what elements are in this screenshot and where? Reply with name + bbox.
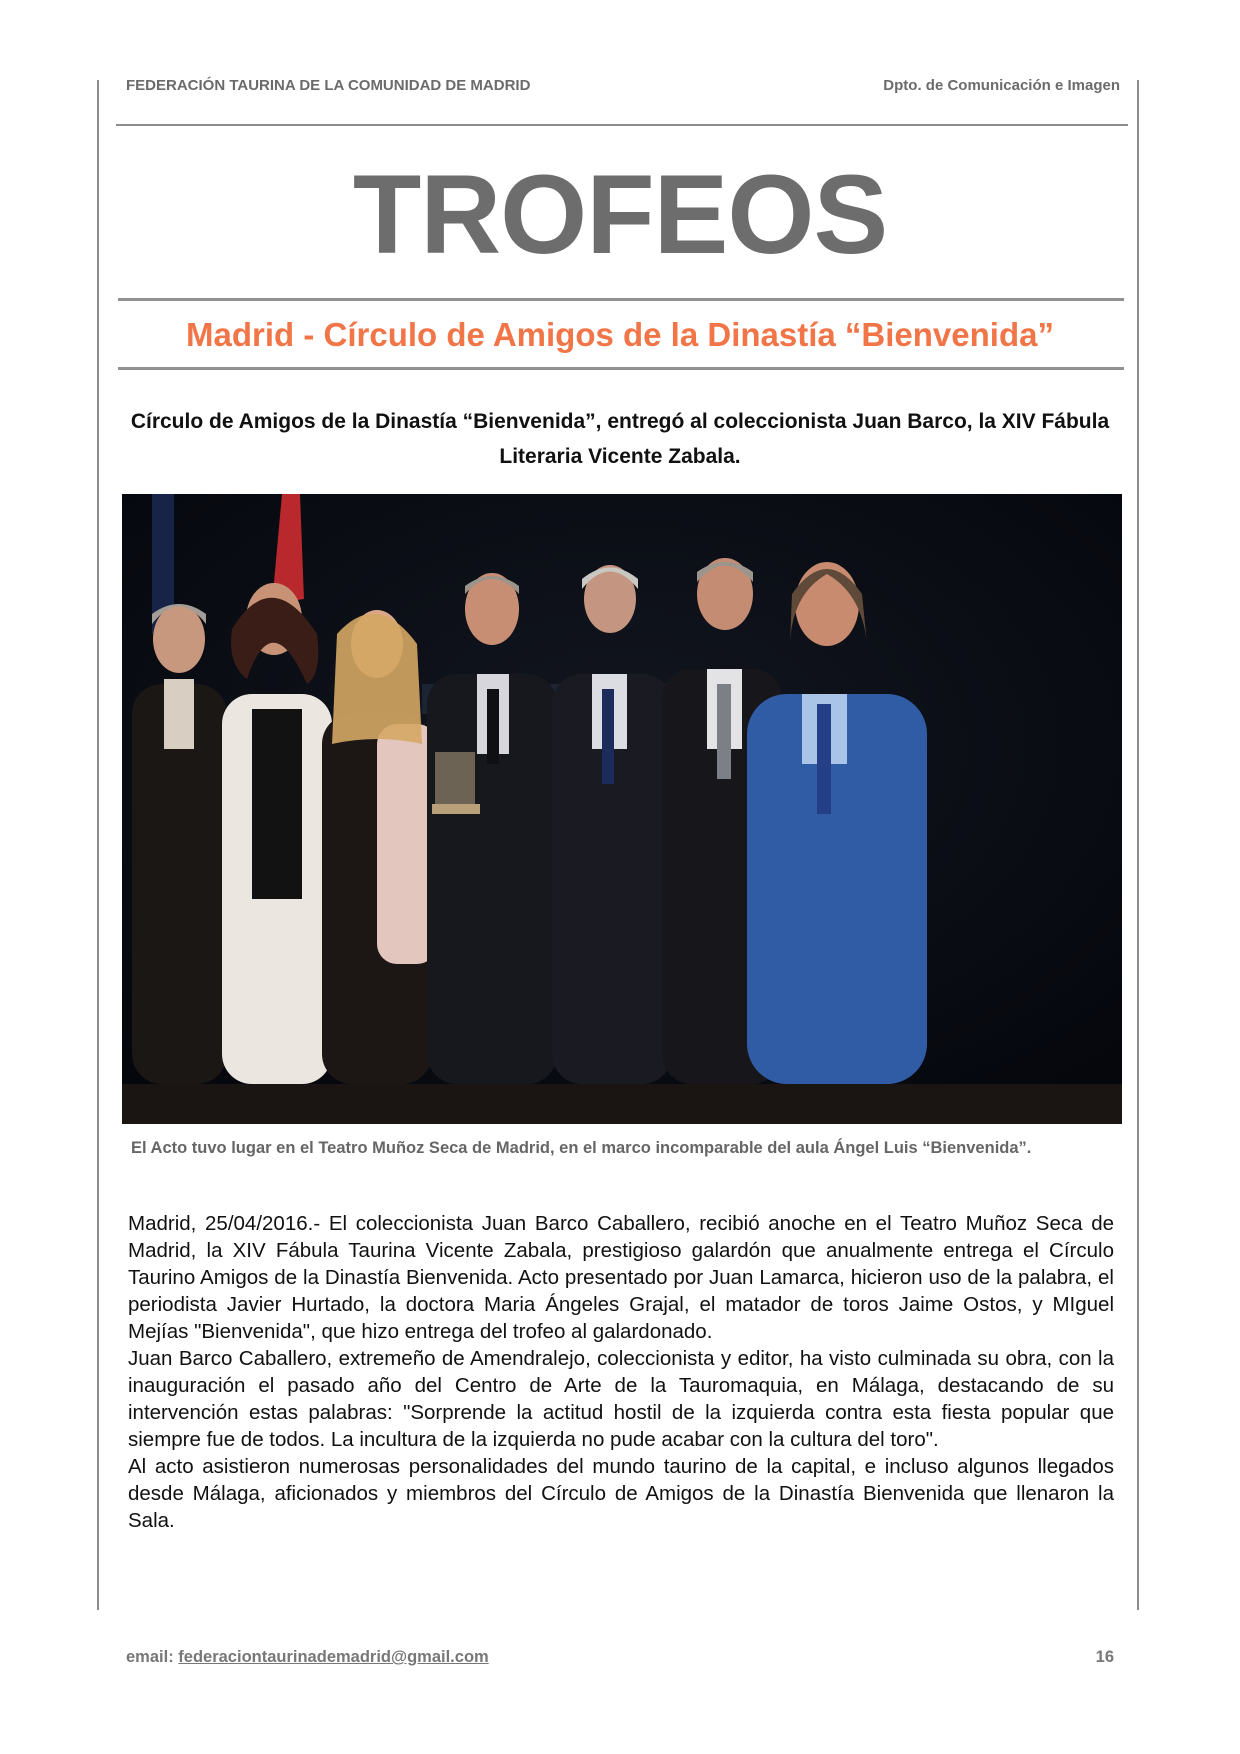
body-paragraph: Juan Barco Caballero, extremeño de Amendralejo, coleccionista y editor, ha visto culminada su obra, con la inauguración el pasado año del Centro de Arte de la Tauromaquia, en Málaga, destacando de su intervención estas palabras: "Sorprende la actitud hostil de la izquierda contra esta fiesta popular que siempre fue de todos. La incultura de la izquierda no pude acabar con la cultura del toro". <box>128 1347 1114 1451</box>
header-department: Dpto. de Comunicación e Imagen <box>883 77 1120 94</box>
header-divider <box>116 124 1128 126</box>
subtitle-top-divider <box>118 298 1124 301</box>
photo-caption: El Acto tuvo lugar en el Teatro Muñoz Seca de Madrid, en el marco incomparable del aula Ángel Luis “Bienvenida”. <box>131 1139 1032 1157</box>
page-number: 16 <box>1095 1648 1114 1666</box>
left-margin-line <box>97 80 99 1610</box>
header-organization: FEDERACIÓN TAURINA DE LA COMUNIDAD DE MADRID <box>126 77 531 94</box>
body-paragraph: Al acto asistieron numerosas personalidades del mundo taurino de la capital, e incluso algunos llegados desde Málaga, aficionados y miembros del Círculo de Amigos de la Dinastía Bienvenida que llenaron la Sala. <box>128 1455 1114 1532</box>
email-link[interactable]: federaciontaurinademadrid@gmail.com <box>178 1648 489 1666</box>
footer-email <box>126 1648 489 1667</box>
article-subtitle: Madrid - Círculo de Amigos de la Dinastía “Bienvenida” <box>186 316 1054 353</box>
page-title: TROFEOS <box>352 152 888 277</box>
article-body <box>128 1210 1114 1534</box>
subtitle-bottom-divider <box>118 367 1124 370</box>
email-label: email: <box>126 1648 179 1666</box>
event-photo <box>122 494 1122 1124</box>
article-lead: Círculo de Amigos de la Dinastía “Bienvenida”, entregó al coleccionista Juan Barco, la XIV Fábula Literaria Vicente Zabala. <box>130 410 1110 468</box>
body-paragraph: Madrid, 25/04/2016.- El coleccionista Juan Barco Caballero, recibió anoche en el Teatro Muñoz Seca de Madrid, la XIV Fábula Taurina Vicente Zabala, prestigioso galardón que anualmente entrega el Círculo Taurino Amigos de la Dinastía Bienvenida. Acto presentado por Juan Lamarca, hicieron uso de la palabra, el periodista Javier Hurtado, la doctora Maria Ángeles Grajal, el matador de toros Jaime Ostos, y MIguel Mejías "Bienvenida", que hizo entrega del trofeo al galardonado. <box>128 1212 1114 1343</box>
right-margin-line <box>1137 80 1139 1610</box>
